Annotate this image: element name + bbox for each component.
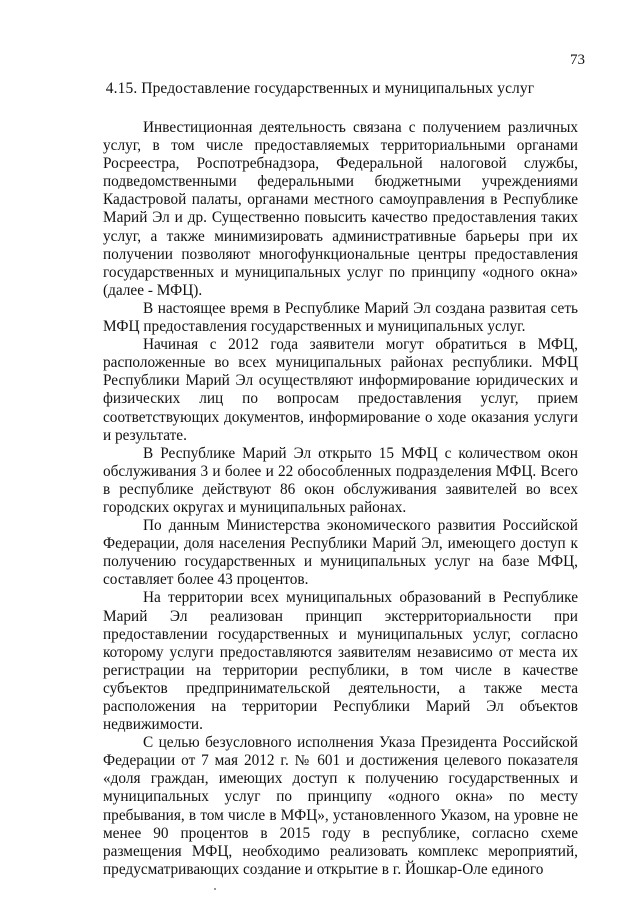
paragraph: В настоящее время в Республике Марий Эл создана развитая сеть МФЦ предоставления государственных и муниципальных услуг. <box>103 299 578 336</box>
paragraph: По данным Министерства экономического развития Российской Федерации, доля населения Республики Марий Эл, имеющего доступ к получению государственных и муниципальных услуг на базе МФЦ, составляет более 43 процентов. <box>103 517 578 589</box>
document-body <box>103 119 578 879</box>
paragraph: В Республике Марий Эл открыто 15 МФЦ с количеством окон обслуживания 3 и более и 22 обособленных подразделения МФЦ. Всего в республике действуют 86 окон обслуживания заявителей во всех городских округах и муниципальных районах. <box>103 444 578 516</box>
paragraph: Начиная с 2012 года заявители могут обратиться в МФЦ, расположенные во всех муниципальных районах республики. МФЦ Республики Марий Эл осуществляют информирование юридических и физических лиц по вопросам предоставления услуг, прием соответствующих документов, информирование о ходе оказания услуги и результате. <box>103 336 578 444</box>
paragraph: Инвестиционная деятельность связана с получением различных услуг, в том числе предоставляемых территориальными органами Росреестра, Роспотребнадзора, Федеральной налоговой службы, подведомственными федеральными бюджетными учреждениями Кадастровой палаты, органами местного самоуправления в Республике Марий Эл и др. Существенно повысить качество предоставления таких услуг, а также минимизировать административные барьеры при их получении позволяют многофункциональные центры предоставления государственных и муниципальных услуг по принципу «одного окна» (далее - МФЦ). <box>103 119 578 299</box>
scan-speck <box>214 888 216 890</box>
page-number: 73 <box>570 52 585 68</box>
section-title: 4.15. Предоставление государственных и муниципальных услуг <box>105 80 535 97</box>
paragraph: На территории всех муниципальных образований в Республике Марий Эл реализован принцип экстерриториальности при предоставлении государственных и муниципальных услуг, согласно которому услуги предоставляются заявителям независимо от места их регистрации на территории республики, в том числе в качестве субъектов предпринимательской деятельности, а также места расположения на территории Республики Марий Эл объектов недвижимости. <box>103 589 578 734</box>
paragraph: С целью безусловного исполнения Указа Президента Российской Федерации от 7 мая 2012 г. № 601 и достижения целевого показателя «доля граждан, имеющих доступ к получению государственных и муниципальных услуг по принципу «одного окна» по месту пребывания, в том числе в МФЦ», установленного Указом, на уровне не менее 90 процентов в 2015 году в республике, согласно схеме размещения МФЦ, необходимо реализовать комплекс мероприятий, предусматривающих создание и открытие в г. Йошкар-Оле единого <box>103 734 578 878</box>
